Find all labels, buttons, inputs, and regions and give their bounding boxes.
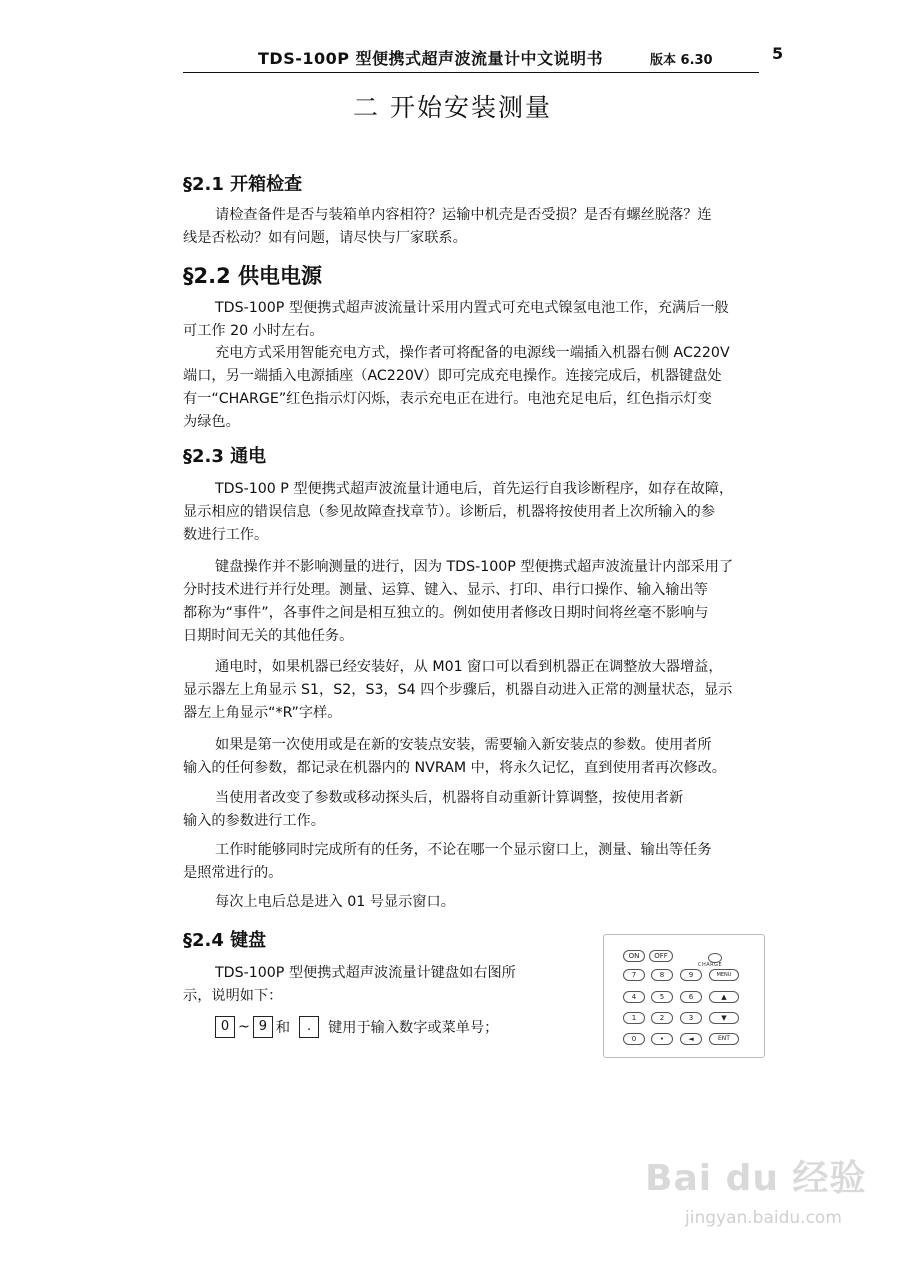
header-divider bbox=[183, 72, 759, 73]
keypad-key-7: 7 bbox=[623, 969, 645, 981]
key-description-line bbox=[215, 1016, 498, 1038]
keypad-key-off: OFF bbox=[649, 950, 673, 962]
keypad-key-2: 2 bbox=[651, 1012, 673, 1024]
header-title: TDS-100P 型便携式超声波流量计中文说明书 bbox=[258, 49, 604, 68]
keypad-key-down-icon: ▼ bbox=[709, 1012, 739, 1024]
keypad-key-menu: MENU bbox=[709, 969, 739, 981]
keypad-key-0: 0 bbox=[623, 1033, 645, 1045]
keypad-key-on: ON bbox=[623, 950, 645, 962]
keypad-key-left-icon: ◄ bbox=[680, 1033, 702, 1045]
section-2-3-paragraph-2: 键盘操作并不影响测量的进行，因为 TDS-100P 型便携式超声波流量计内部采用了 分时技术进行并行处理。测量、运算、键入、显示、打印、串行口操作、输入输出等 都称为“事件”，各事件之间是相互独立的。例如使用者修改日期时间将丝毫不影响与 日期时间无关的其他任务。 bbox=[183, 559, 734, 644]
section-2-2-heading: §2.2 供电电源 bbox=[183, 264, 323, 288]
section-2-1-paragraph: 请检查备件是否与装箱单内容相符？运输中机壳是否受损？是否有螺丝脱落？连 线是否松动？如有问题，请尽快与厂家联系。 bbox=[183, 207, 712, 246]
keypad-key-up-icon: ▲ bbox=[709, 991, 739, 1003]
keypad-key-1: 1 bbox=[623, 1012, 645, 1024]
section-2-3-paragraph-4: 如果是第一次使用或是在新的安装点安装，需要输入新安装点的参数。使用者所 输入的任何参数，都记录在机器内的 NVRAM 中，将永久记忆，直到使用者再次修改。 bbox=[183, 737, 726, 776]
keypad-key-dot: • bbox=[651, 1033, 673, 1045]
keypad-key-8: 8 bbox=[651, 969, 673, 981]
header-version: 版本 6.30 bbox=[650, 53, 713, 68]
keypad-key-3: 3 bbox=[680, 1012, 702, 1024]
key-0-box: 0 bbox=[215, 1016, 235, 1038]
keypad-diagram bbox=[603, 934, 765, 1058]
baidu-jingyan-watermark bbox=[645, 1150, 867, 1245]
section-2-2-paragraph-2: 充电方式采用智能充电方式，操作者可将配备的电源线一端插入机器右侧 AC220V 端口，另一端插入电源插座（AC220V）即可完成充电操作。连接完成后，机器键盘处 有一“CHARGE”红色指示灯闪烁，表示充电正在进行。电池充足电后，红色指示灯变 为绿色。 bbox=[183, 345, 730, 430]
keypad-key-6: 6 bbox=[680, 991, 702, 1003]
section-2-3-paragraph-7: 每次上电后总是进入 01 号显示窗口。 bbox=[215, 894, 455, 910]
section-2-1-heading: §2.1 开箱检查 bbox=[183, 174, 303, 195]
page-number: 5 bbox=[772, 44, 784, 63]
section-2-3-heading: §2.3 通电 bbox=[183, 446, 267, 467]
keypad-key-ent: ENT bbox=[709, 1033, 739, 1045]
section-2-4-heading: §2.4 键盘 bbox=[183, 930, 267, 951]
watermark-url: jingyan.baidu.com bbox=[685, 1208, 842, 1228]
section-2-2-paragraph-1: TDS-100P 型便携式超声波流量计采用内置式可充电式镍氢电池工作，充满后一般 可工作 20 小时左右。 bbox=[183, 300, 729, 339]
keypad-key-4: 4 bbox=[623, 991, 645, 1003]
key-dot-box: . bbox=[299, 1016, 319, 1038]
section-2-3-paragraph-5: 当使用者改变了参数或移动探头后，机器将自动重新计算调整，按使用者新 输入的参数进行工作。 bbox=[183, 790, 684, 829]
section-2-3-paragraph-3: 通电时，如果机器已经安装好，从 M01 窗口可以看到机器正在调整放大器增益， 显示器左上角显示 S1，S2，S3，S4 四个步骤后，机器自动进入正常的测量状态，显示 器左上角显示“*R”字样。 bbox=[183, 659, 733, 721]
watermark-logo: Bai du 经验 bbox=[645, 1158, 867, 1199]
chapter-title: 二 开始安装测量 bbox=[353, 93, 552, 122]
keypad-key-5: 5 bbox=[651, 991, 673, 1003]
key-9-box: 9 bbox=[253, 1016, 273, 1038]
section-2-3-paragraph-6: 工作时能够同时完成所有的任务，不论在哪一个显示窗口上，测量、输出等任务 是照常进行的。 bbox=[183, 842, 712, 881]
keypad-key-9: 9 bbox=[680, 969, 702, 981]
key-description-text: 键用于输入数字或菜单号； bbox=[328, 1020, 499, 1036]
section-2-3-paragraph-1: TDS-100 P 型便携式超声波流量计通电后，首先运行自我诊断程序，如存在故障， 显示相应的错误信息（参见故障查找章节）。诊断后，机器将按使用者上次所输入的参 数进行工作。 bbox=[183, 481, 734, 543]
range-tilde: ~ bbox=[238, 1019, 250, 1035]
section-2-4-intro: TDS-100P 型便携式超声波流量计键盘如右图所 示，说明如下： bbox=[183, 965, 516, 1004]
and-text: 和 bbox=[275, 1020, 291, 1036]
charge-label: CHARGE bbox=[698, 962, 723, 968]
